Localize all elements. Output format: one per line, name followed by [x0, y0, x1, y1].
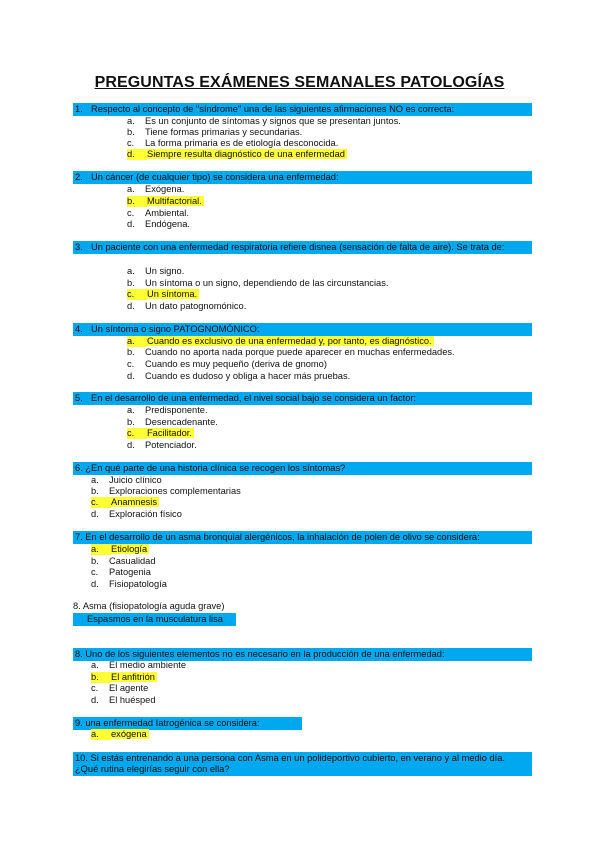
question-text: 6. ¿En qué parte de una historia clínica se recogen los síntomas? [75, 463, 346, 473]
q5-option-a: a. Predisponente. [127, 405, 208, 415]
q2-option-b: b. Multifactorial. [127, 196, 202, 206]
q1-option-d: d. Siempre resulta diagnóstico de una enfermedad [127, 149, 345, 159]
question-4: 4. Un síntoma o signo PATOGNOMÓNICO: [73, 323, 532, 336]
highlighted-answer: exógena [111, 729, 147, 739]
q1-option-a: a. Es un conjunto de síntomas y signos que se presentan juntos. [127, 116, 401, 126]
question-text: 9. una enfermedad Iatrogénica se considera: [75, 718, 260, 728]
question-3: 3. Un paciente con una enfermedad respiratoria refiere disnea (sensación de falta de aire). Se trata de: [73, 241, 532, 254]
question-10 [73, 752, 532, 776]
q4-option-c: c. Cuando es muy pequeño (deriva de gnomo) [127, 359, 327, 369]
question-text: Respecto al concepto de "síndrome" una de las siguientes afirmaciones NO es correcta: [91, 104, 455, 114]
question-number: 1. [75, 104, 83, 114]
q3-option-a: a. Un signo. [127, 266, 185, 276]
q6-option-b: b. Exploraciones complementarias [91, 486, 241, 496]
question-6 [73, 462, 532, 475]
highlighted-answer: Etiología [111, 544, 148, 554]
question-text: Un síntoma o signo PATOGNOMÓNICO: [91, 324, 260, 334]
q8a-answer: Espasmos en la musculatura lisa [73, 613, 236, 626]
q6-option-c: c. Anamnesis [91, 497, 157, 507]
question-1 [73, 103, 532, 116]
q5-option-c: c. Facilitador. [127, 428, 192, 438]
q2-option-d: d. Endógena. [127, 219, 190, 229]
q6-option-a: a. Juicio clínico [91, 475, 162, 485]
q2-option-a: a. Exógena. [127, 184, 185, 194]
highlighted-answer: Un síntoma. [147, 289, 198, 299]
q9-option-a: a. exógena [91, 729, 147, 739]
q7-option-d: d. Fisiopatología [91, 579, 167, 589]
q4-option-a: a. Cuando es exclusivo de una enfermedad y, por tanto, es diagnóstico. [127, 336, 432, 346]
q5-option-d: d. Potenciador. [127, 440, 197, 450]
question-7 [73, 531, 532, 544]
q3-option-d: d. Un dato patognomónico. [127, 301, 247, 311]
question-text: En el desarrollo de una enfermedad, el nivel social bajo se considera un factor: [91, 393, 417, 403]
highlighted-answer: Anamnesis [111, 497, 157, 507]
document-title: PREGUNTAS EXÁMENES SEMANALES PATOLOGÍAS [94, 74, 505, 91]
q8-option-a: a. El medio ambiente [91, 660, 186, 670]
q6-option-d: d. Exploración físico [91, 509, 182, 519]
highlighted-answer: Cuando es exclusivo de una enfermedad y, por tanto, es diagnóstico. [147, 336, 432, 346]
question-text: Un cáncer (de cualquier tipo) se considera una enfermedad: [91, 172, 339, 182]
q3-option-c: c. Un síntoma. [127, 289, 198, 299]
q3-option-b: b. Un síntoma o un signo, dependiendo de las circunstancias. [127, 278, 389, 288]
q8-option-d: d. El huésped [91, 695, 156, 705]
q1-option-c: c. La forma primaria es de etiología desconocida. [127, 138, 339, 148]
q8-option-c: c. El agente [91, 683, 149, 693]
highlighted-answer: Multifactorial. [147, 196, 202, 206]
q7-option-a: a. Etiología [91, 544, 148, 554]
question-text: 10. Si estás entrenando a una persona con Asma en un polideportivo cubierto, en verano y al medio día. ¿Qué rutina elegirías seguir con ella? [75, 753, 506, 774]
q5-option-b: b. Desencadenante. [127, 417, 218, 427]
q7-option-c: c. Patogenia [91, 567, 151, 577]
question-5: 5. En el desarrollo de una enfermedad, el nivel social bajo se considera un factor: [73, 392, 532, 405]
question-text: 7. En el desarrollo de un asma bronquial alergénicos, la inhalación de polen de olivo se considera: [75, 532, 480, 542]
highlighted-answer: Siempre resulta diagnóstico de una enfermedad [147, 149, 345, 159]
q7-option-b: b. Casualidad [91, 556, 156, 566]
highlighted-answer: El anfitrión [111, 672, 155, 682]
question-8-asma: 8. Asma (fisiopatología aguda grave) [73, 601, 225, 611]
question-text: 8. Uno de los siguientes elementos no es necesario en la producción de una enfermedad: [75, 649, 445, 659]
question-text: Un paciente con una enfermedad respiratoria refiere disnea (sensación de falta de aire). Se trata de: [91, 242, 505, 252]
question-2: 2. Un cáncer (de cualquier tipo) se considera una enfermedad: [73, 171, 532, 184]
q4-option-b: b. Cuando no aporta nada porque puede aparecer en muchas enfermedades. [127, 347, 455, 357]
q1-option-b: b. Tiene formas primarias y secundarias. [127, 127, 303, 137]
q2-option-c: c. Ambiental. [127, 208, 189, 218]
q4-option-d: d. Cuando es dudoso y obliga a hacer más pruebas. [127, 371, 351, 381]
highlighted-answer: Facilitador. [147, 428, 192, 438]
q8-option-b: b. El anfitrión [91, 672, 155, 682]
